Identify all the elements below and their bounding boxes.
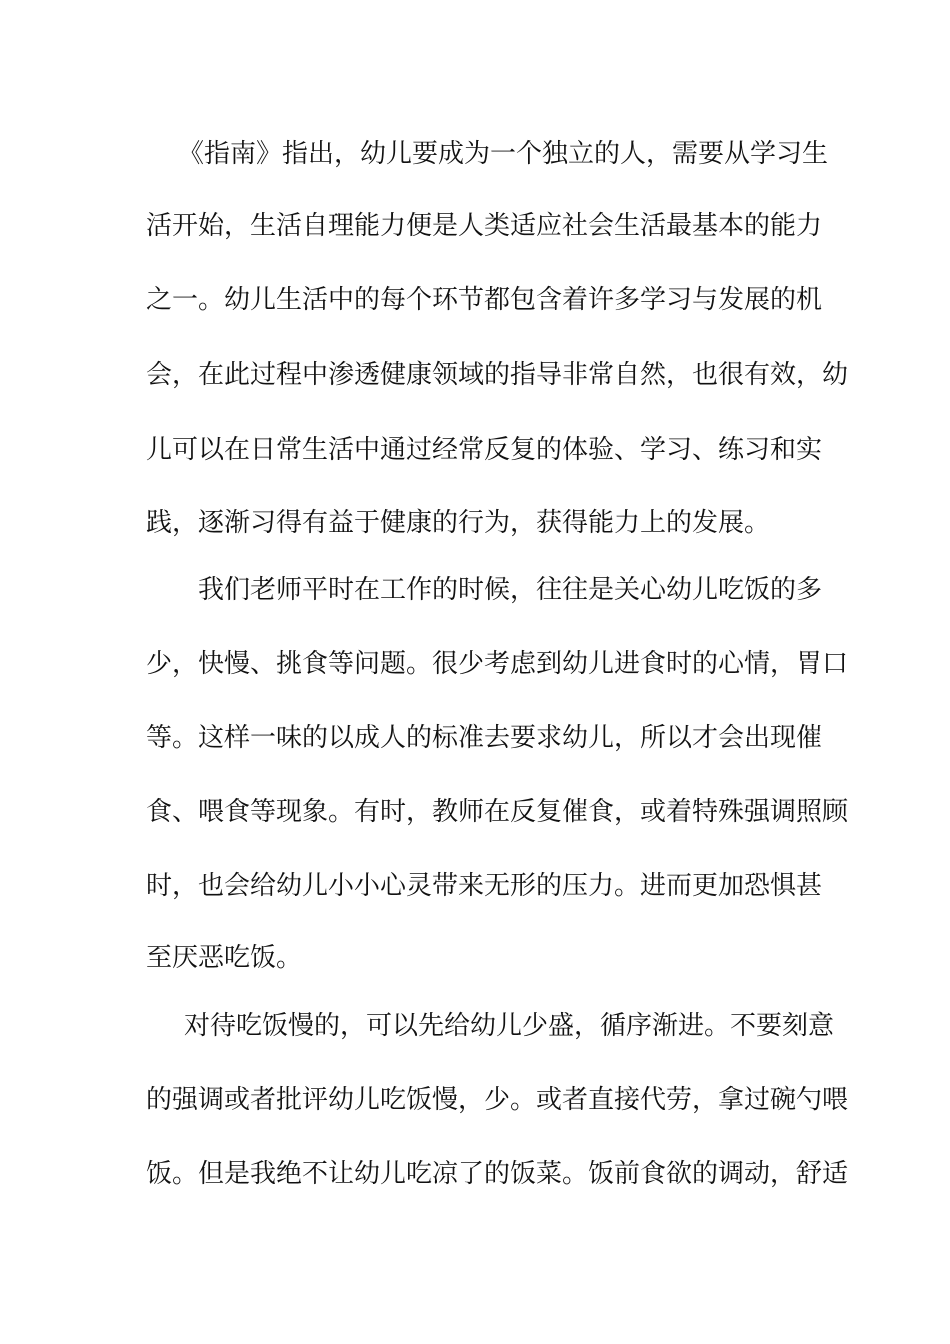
paragraph-2-line-6 [0,938,950,978]
paragraph-1-line-4 [0,355,950,395]
text-line: 至厌恶吃饭。 [146,943,303,973]
text-line: 食、喂食等现象。有时，教师在反复催食，或着特殊强调照顾 [146,797,849,827]
paragraph-1-line-6 [0,503,950,543]
paragraph-1-line-2 [0,206,950,246]
paragraph-2-line-3 [0,718,950,758]
text-line: 对待吃饭慢的，可以先给幼儿少盛，循序渐进。不要刻意 [184,1011,835,1041]
paragraph-2-line-1 [0,570,950,610]
text-line: 会，在此过程中渗透健康领域的指导非常自然，也很有效，幼 [146,360,849,390]
paragraph-1-line-3 [0,280,950,320]
text-line: 饭。但是我绝不让幼儿吃凉了的饭菜。饭前食欲的调动，舒适 [146,1159,849,1189]
paragraph-2-line-5 [0,866,950,906]
text-line: 我们老师平时在工作的时候，往往是关心幼儿吃饭的多 [198,575,823,605]
text-line: 等。这样一味的以成人的标准去要求幼儿，所以才会出现催 [146,723,823,753]
paragraph-3-line-2 [0,1080,950,1120]
paragraph-1-line-5 [0,430,950,470]
paragraph-1-line-1 [0,134,950,174]
text-line: 儿可以在日常生活中通过经常反复的体验、学习、练习和实 [146,435,823,465]
paragraph-3-line-1 [0,1006,950,1046]
text-line: 的强调或者批评幼儿吃饭慢，少。或者直接代劳，拿过碗勺喂 [146,1085,849,1115]
paragraph-3-line-3 [0,1154,950,1194]
text-line: 《指南》指出，幼儿要成为一个独立的人，需要从学习生 [178,139,829,169]
text-line: 之一。幼儿生活中的每个环节都包含着许多学习与发展的机 [146,285,823,315]
text-line: 践，逐渐习得有益于健康的行为，获得能力上的发展。 [146,508,771,538]
text-line: 少，快慢、挑食等问题。很少考虑到幼儿进食时的心情，胃口 [146,649,849,679]
paragraph-2-line-4 [0,792,950,832]
paragraph-2-line-2 [0,644,950,684]
text-line: 活开始，生活自理能力便是人类适应社会生活最基本的能力 [146,211,823,241]
text-line: 时，也会给幼儿小小心灵带来无形的压力。进而更加恐惧甚 [146,871,823,901]
